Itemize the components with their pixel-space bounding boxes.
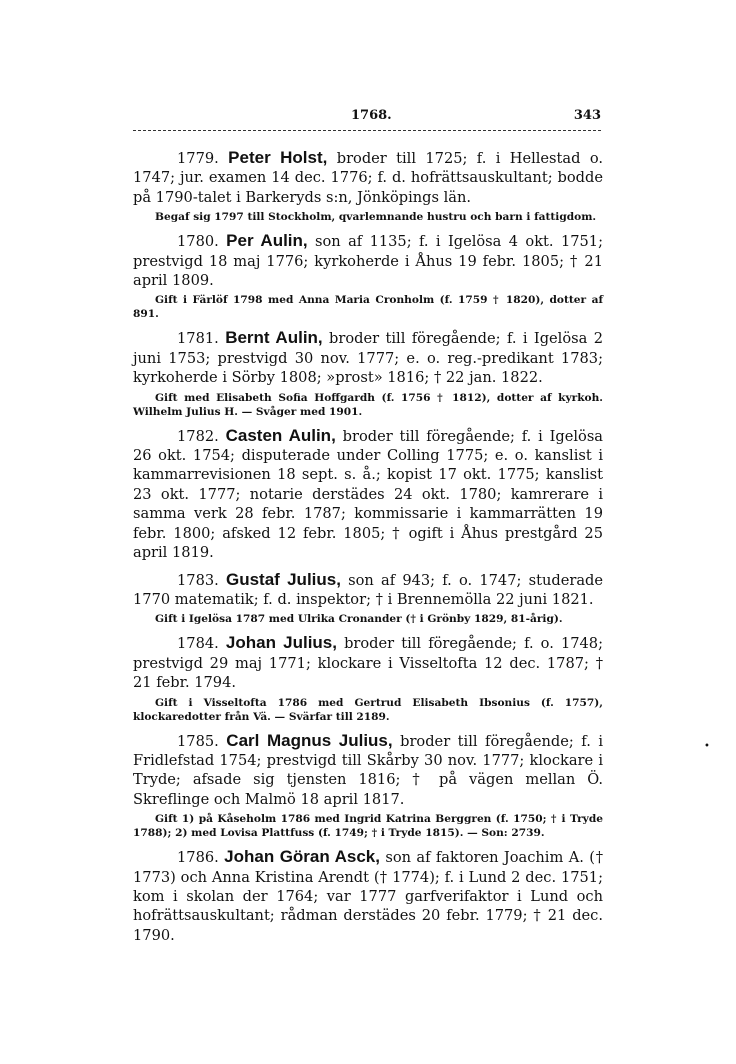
entries-list [133, 148, 603, 952]
entry-text: broder till 1725; f. i Hellestad o. 1747; jur. examen 14 dec. 1776; f. d. hofrättsauskultant; bodde på 1790-talet i Barkeryds s:n, Jönköpings län. [133, 150, 603, 206]
entry-number: 1781. [177, 330, 219, 348]
entry-number: 1780. [177, 233, 219, 251]
entry-1779 [133, 148, 603, 224]
entry-text: son af faktoren Joachim A. († 1773) och Anna Kristina Arendt († 1774); f. i Lund 2 dec. 1751; kom i skolan der 1764; var 1777 garfverifaktor i Lund och hofrättsauskultant; rådman derstädes 20 febr. 1779; † 21 dec. 1790. [133, 849, 603, 944]
entry-number: 1785. [177, 732, 219, 750]
entry-text: son af 1135; f. i Igelösa 4 okt. 1751; prestvigd 18 maj 1776; kyrkoherde i Åhus 19 febr. 1805; † 21 april 1809. [133, 233, 603, 290]
entry-note: Gift i Färlöf 1798 med Anna Maria Cronholm (f. 1759 † 1820), dotter af 891. [133, 294, 603, 321]
entry-number: 1782. [177, 427, 219, 445]
entry-note: Begaf sig 1797 till Stockholm, qvarlemnande hustru och barn i fattigdom. [155, 211, 597, 224]
entry-text: broder till föregående; f. i Igelösa 26 okt. 1754; disputerade under Colling 1775; e. o. kanslist i kammarrevisionen 18 sept. s. å.; kopist 17 okt. 1775; kanslist 23 okt. 1777; notarie derstädes 24 okt. 1780; kamrerare i samma verk 28 febr. 1787; kommissarie i kammarrätten 19 febr. 1800; afsked 12 febr. 1805; † ogift i Åhus prestgård 25 april 1819. [133, 427, 604, 562]
entry-name: Johan Göran Asck, [224, 847, 380, 867]
entry-number: 1784. [177, 635, 219, 653]
entry-1785 [133, 731, 603, 841]
entry-name: Johan Julius, [225, 633, 337, 653]
entry-text: broder till föregående; f. o. 1748; prestvigd 29 maj 1771; klockare i Visseltofta 12 dec. 1787; † 21 febr. 1794. [133, 635, 604, 692]
entry-number: 1779. [177, 150, 219, 167]
page-number: 343 [573, 108, 601, 123]
entry-note: Gift i Igelösa 1787 med Ulrika Cronander († i Grönby 1829, 81-årig). [155, 613, 563, 626]
header-rule [133, 130, 601, 131]
entry-number: 1786. [177, 849, 219, 867]
entry-number: 1783. [177, 571, 219, 589]
entry-note: Gift 1) på Kåseholm 1786 med Ingrid Katrina Berggren (f. 1750; † i Tryde 1788); 2) med Lovisa Plattfuss (f. 1749; † i Tryde 1815). — Son: 2739. [133, 813, 603, 840]
entry-text: broder till föregående; f. i Igelösa 2 juni 1753; prestvigd 30 nov. 1777; e. o. reg.-predikant 1783; kyrkoherde i Sörby 1808; »prost» 1816; † 22 jan. 1822. [133, 330, 603, 387]
entry-name: Per Aulin, [226, 231, 308, 251]
entry-name: Gustaf Julius, [225, 569, 341, 589]
entry-1780 [133, 231, 603, 321]
entry-text: son af 943; f. o. 1747; studerade 1770 matematik; f. d. inspektor; † i Brennemölla 22 juni 1821. [133, 571, 603, 608]
entry-note: Gift i Visseltofta 1786 med Gertrud Elisabeth Ibsonius (f. 1757), klockaredotter från Vä. — Svärfar till 2189. [133, 696, 603, 723]
entry-1784 [133, 633, 603, 723]
entry-note: Gift med Elisabeth Sofia Hoffgardh (f. 1756 † 1812), dotter af kyrkoh. Wilhelm Julius H. — Svåger med 1901. [133, 391, 603, 418]
entry-name: Carl Magnus Julius, [226, 730, 393, 750]
entry-1786 [133, 847, 603, 945]
margin-speck: • [704, 741, 710, 752]
entry-1783 [133, 570, 603, 627]
running-header [133, 108, 601, 128]
entry-name: Peter Holst, [228, 148, 328, 167]
entry-text: broder till föregående; f. i Fridlefstad 1754; prestvigd till Skårby 30 nov. 1777; klockare i Tryde; afsade sig tjensten 1816; † på vägen mellan Ö. Skreflinge och Malmö 18 april 1817. [133, 732, 603, 808]
entry-name: Casten Aulin, [225, 425, 336, 445]
entry-1781 [133, 328, 603, 418]
entry-name: Bernt Aulin, [225, 328, 323, 348]
header-year: 1768. [351, 108, 392, 123]
entry-1782 [133, 426, 603, 563]
